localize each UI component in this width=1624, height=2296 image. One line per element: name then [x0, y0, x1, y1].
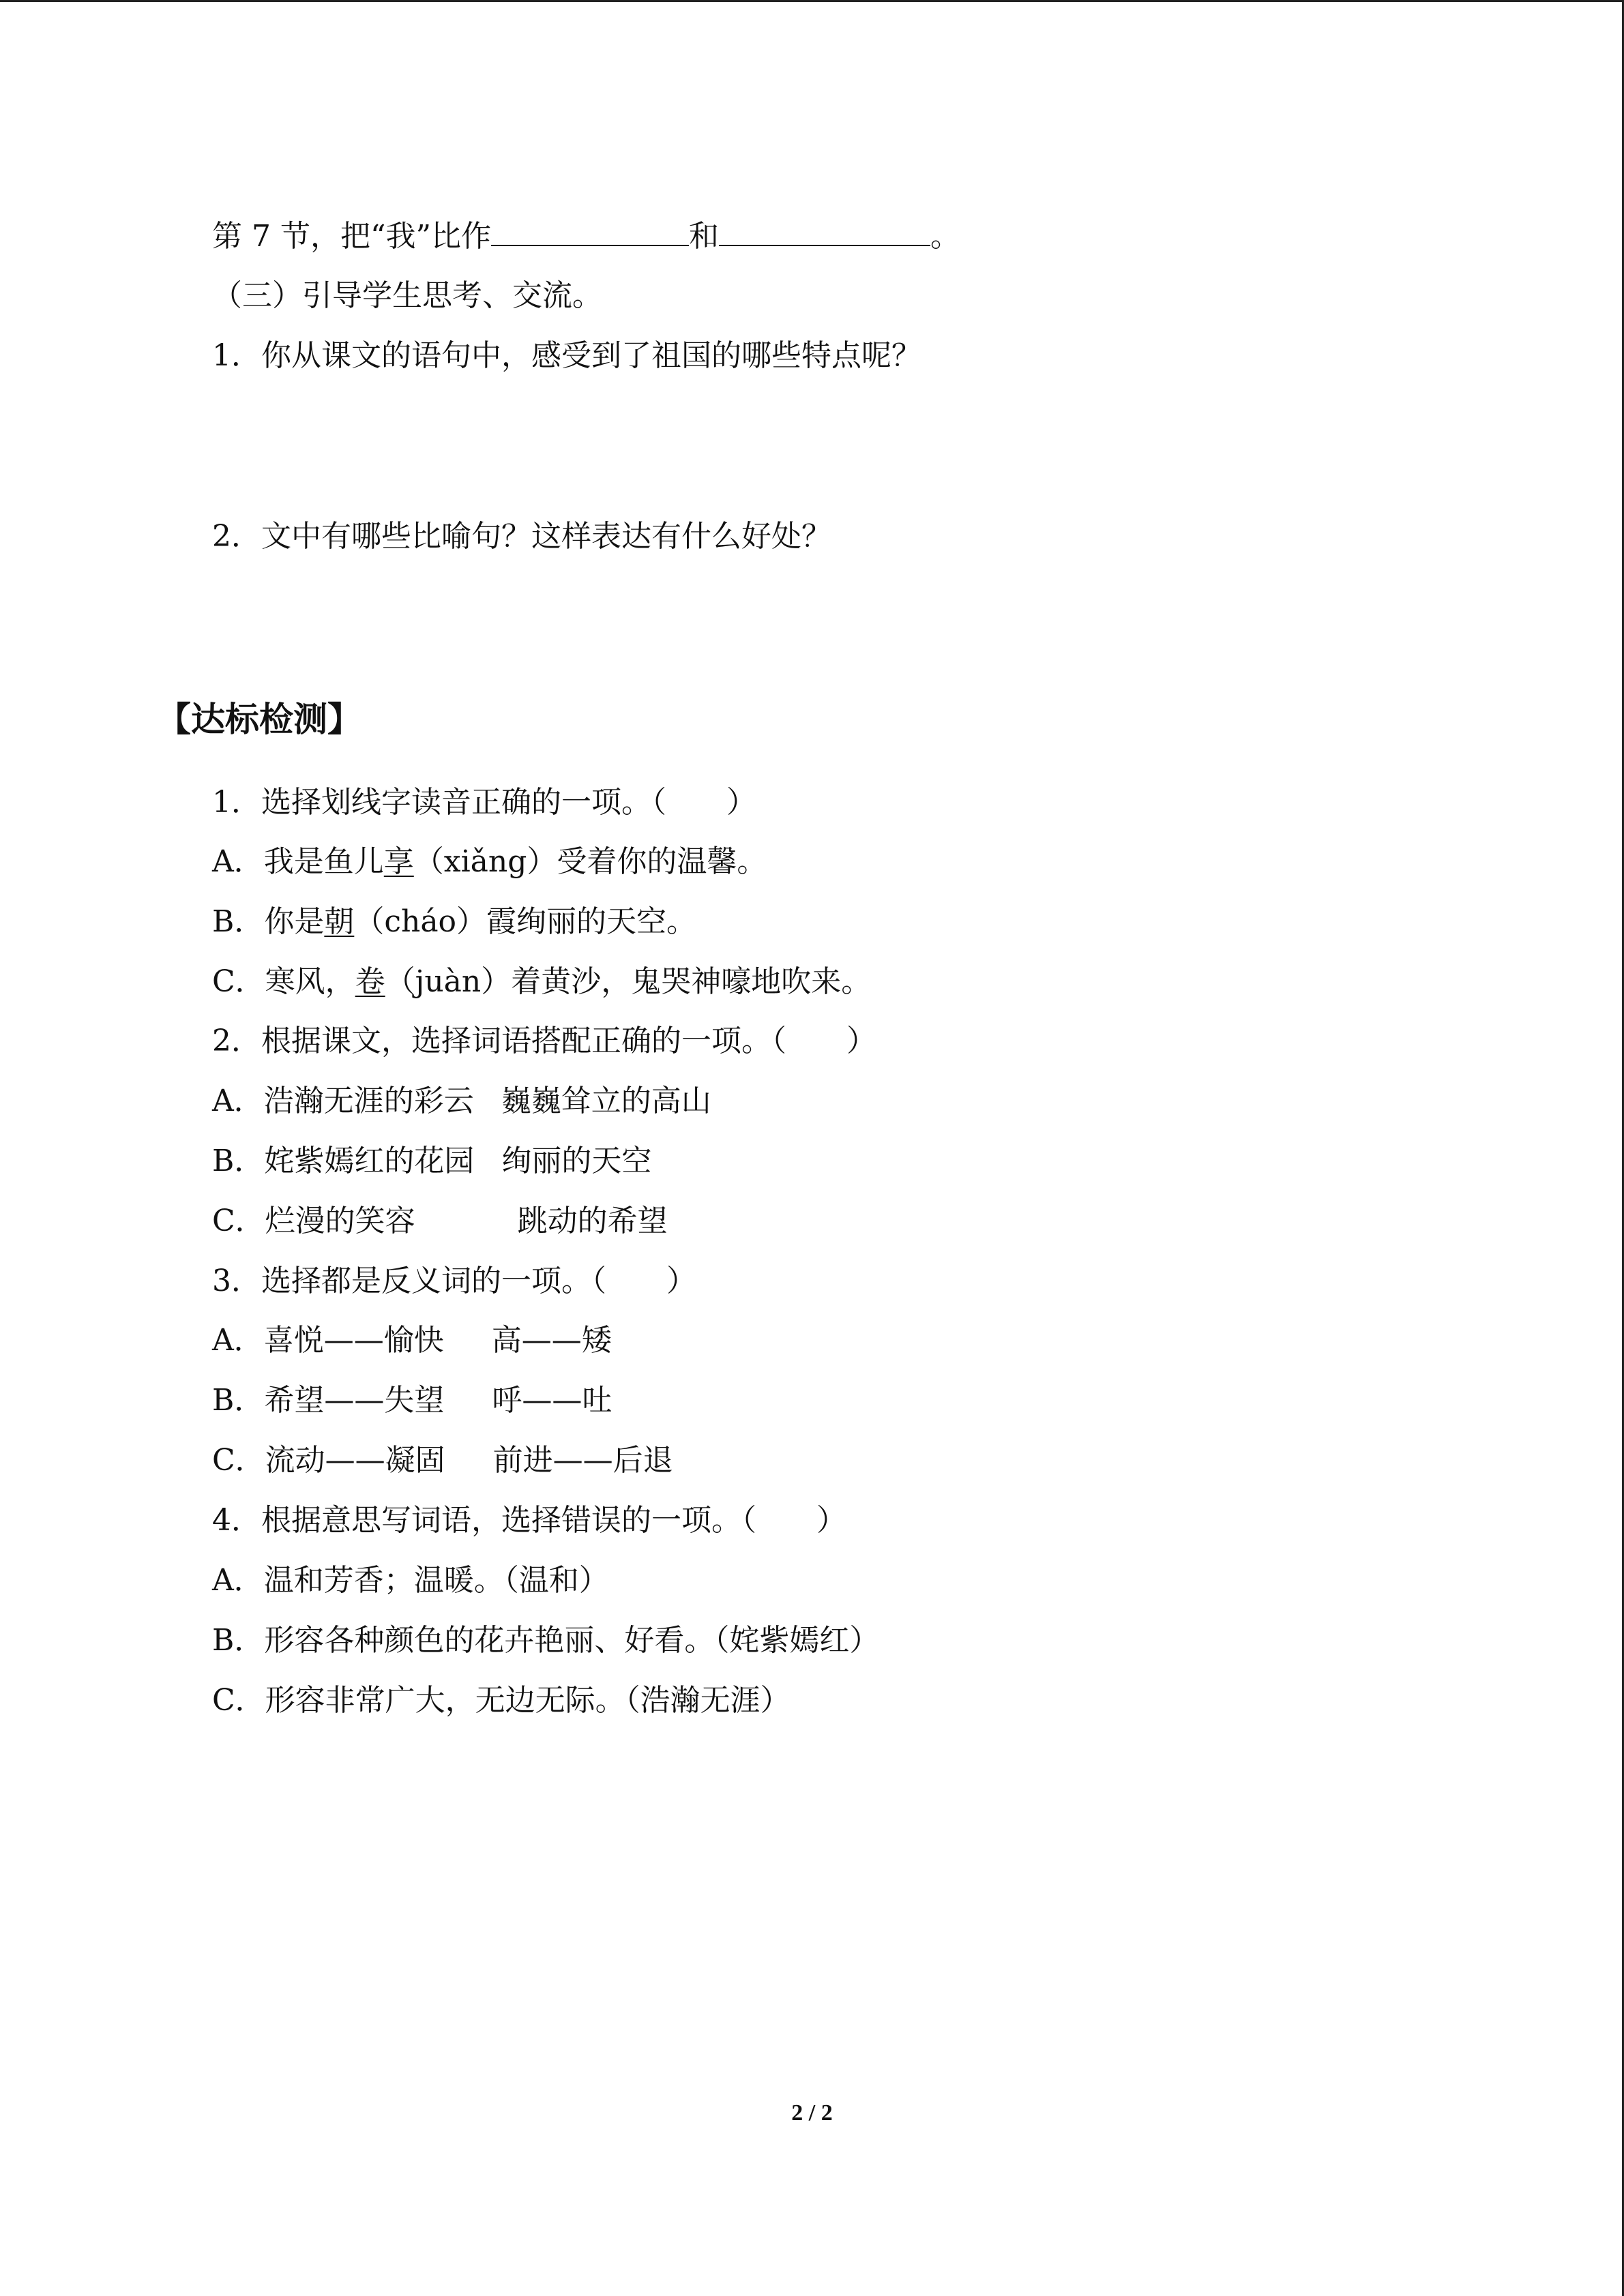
option-text: 高——矮 [491, 1323, 612, 1358]
option-text: B．你是 [212, 904, 325, 939]
option-text: C．烂漫的笑容 [212, 1204, 415, 1238]
question-one: 1．你从课文的语句中，感受到了祖国的哪些特点呢？ [212, 338, 921, 373]
option-text: （cháo）霞绚丽的天空。 [354, 904, 697, 939]
option-text: 跳动的希望 [517, 1204, 668, 1238]
test-q1-option-a [212, 841, 767, 882]
option-text: A．喜悦——愉快 [212, 1323, 444, 1358]
fill-in-suffix: 。 [930, 219, 960, 254]
test-q1-option-c [212, 961, 871, 1002]
option-text: （juàn）着黄沙，鬼哭神嚎地吹来。 [385, 964, 872, 999]
section-heading: 【达标检测】 [157, 700, 361, 739]
underlined-char: 卷 [355, 964, 385, 999]
test-q4-option-c: C．形容非常广大，无边无际。（浩瀚无涯） [212, 1683, 791, 1718]
section-three-title: （三）引导学生思考、交流。 [212, 278, 602, 313]
underlined-char: 朝 [324, 904, 355, 939]
option-text: B．姹紫嫣红的花园 [212, 1144, 475, 1178]
test-q2-stem: 2．根据课文，选择词语搭配正确的一项。（ ） [212, 1024, 876, 1058]
option-text: A．我是鱼儿 [212, 844, 384, 879]
test-q4-stem: 4．根据意思写词语，选择错误的一项。（ ） [212, 1503, 846, 1538]
test-q2-option-c [212, 1201, 668, 1242]
answer-blank-2[interactable] [719, 215, 930, 246]
fill-in-line [212, 215, 960, 257]
fill-in-prefix: 第 7 节，把“我”比作 [212, 219, 491, 254]
option-text: （xiǎng）受着你的温馨。 [413, 844, 767, 879]
option-text: 前进——后退 [492, 1443, 673, 1478]
option-text: 绚丽的天空 [501, 1144, 652, 1178]
test-q3-option-a [212, 1320, 612, 1361]
test-q3-option-b [212, 1380, 612, 1421]
option-text: C．流动——凝固 [212, 1443, 445, 1478]
underlined-char: 享 [383, 844, 414, 879]
test-q2-option-b [212, 1141, 651, 1182]
option-text: 呼——吐 [492, 1383, 612, 1418]
option-text: B．希望——失望 [212, 1383, 445, 1418]
option-text: A．浩瀚无涯的彩云 [212, 1084, 474, 1118]
test-q1-option-b [212, 901, 696, 942]
test-q4-option-b: B．形容各种颜色的花卉艳丽、好看。（姹紫嫣红） [212, 1623, 880, 1658]
question-two: 2．文中有哪些比喻句？这样表达有什么好处？ [212, 519, 831, 554]
option-text: 巍巍耸立的高山 [501, 1084, 711, 1118]
answer-blank-1[interactable] [491, 215, 689, 246]
option-text: C．寒风， [212, 964, 355, 999]
fill-in-joiner: 和 [688, 219, 719, 254]
test-q4-option-a: A．温和芳香；温暖。（温和） [212, 1563, 609, 1598]
page-number: 2 / 2 [791, 2100, 833, 2126]
test-q3-option-c [212, 1440, 673, 1481]
test-q3-stem: 3．选择都是反义词的一项。（ ） [212, 1264, 696, 1298]
top-border [0, 0, 1624, 2]
test-q2-option-a [212, 1081, 711, 1122]
test-q1-stem: 1．选择划线字读音正确的一项。（ ） [212, 785, 756, 820]
